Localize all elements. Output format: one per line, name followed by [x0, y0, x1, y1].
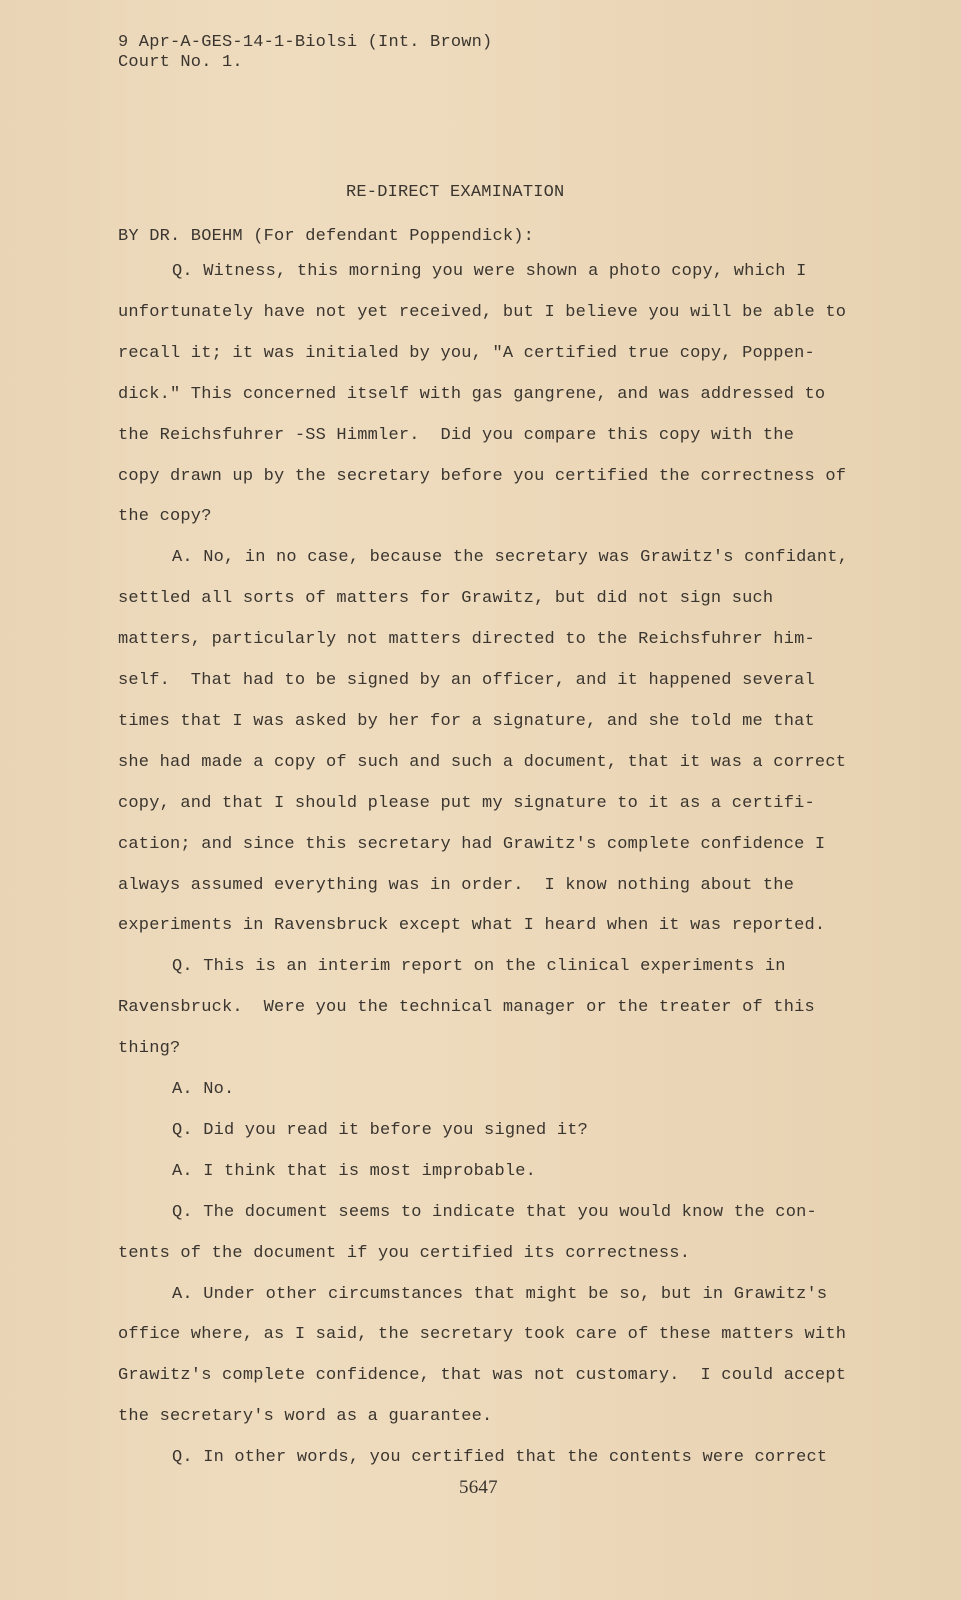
examiner-byline: BY DR. BOEHM (For defendant Poppendick): [118, 227, 535, 246]
page-number: 5647 [459, 1477, 498, 1498]
transcript-line: unfortunately have not yet received, but I believe you will be able to [118, 302, 847, 322]
transcript-line: Q. This is an interim report on the clinical experiments in [172, 957, 786, 977]
section-title: RE-DIRECT EXAMINATION [346, 183, 565, 202]
transcript-line: Ravensbruck. Were you the technical manager or the treater of this [118, 998, 815, 1018]
transcript-line: A. No. [172, 1080, 235, 1099]
transcript-line: she had made a copy of such and such a document, that it was a correct [118, 752, 847, 772]
transcript-line: copy drawn up by the secretary before you certified the correctness of [118, 466, 847, 486]
transcript-line: tents of the document if you certified its correctness. [118, 1243, 691, 1263]
transcript-line: copy, and that I should please put my signature to it as a certifi- [118, 793, 815, 813]
transcript-line: A. I think that is most improbable. [172, 1161, 537, 1181]
transcript-line: recall it; it was initialed by you, "A certified true copy, Poppen- [118, 343, 815, 363]
transcript-line: times that I was asked by her for a signature, and she told me that [118, 711, 815, 731]
transcript-line: Q. Did you read it before you signed it? [172, 1120, 589, 1140]
transcript-line: settled all sorts of matters for Grawitz, but did not sign such [118, 589, 774, 609]
transcript-line: Q. The document seems to indicate that you would know the con- [172, 1202, 817, 1222]
transcript-line: cation; and since this secretary had Grawitz's complete confidence I [118, 834, 826, 854]
transcript-line: office where, as I said, the secretary took care of these matters with [118, 1325, 847, 1345]
transcript-line: thing? [118, 1039, 181, 1059]
transcript-line: Q. In other words, you certified that the contents were correct [172, 1448, 828, 1468]
transcript-line: Q. Witness, this morning you were shown a photo copy, which I [172, 262, 807, 281]
transcript-line: Grawitz's complete confidence, that was not customary. I could accept [118, 1366, 847, 1386]
transcript-line: the secretary's word as a guarantee. [118, 1407, 493, 1427]
transcript-line: A. Under other circumstances that might be so, but in Grawitz's [172, 1284, 828, 1304]
transcript-line: the Reichsfuhrer -SS Himmler. Did you compare this copy with the [118, 425, 795, 445]
transcript-line: matters, particularly not matters directed to the Reichsfuhrer him- [118, 630, 815, 650]
transcript-line: A. No, in no case, because the secretary was Grawitz's confidant, [172, 548, 849, 568]
transcript-line: the copy? [118, 507, 212, 527]
transcript-line: dick." This concerned itself with gas gangrene, and was addressed to [118, 384, 826, 404]
header-line-2: Court No. 1. [118, 53, 243, 72]
transcript-line: always assumed everything was in order. I know nothing about the [118, 875, 795, 895]
transcript-line: experiments in Ravensbruck except what I heard when it was reported. [118, 916, 826, 936]
transcript-line: self. That had to be signed by an officer, and it happened several [118, 671, 815, 690]
header-line-1: 9 Apr-A-GES-14-1-Biolsi (Int. Brown) [118, 33, 493, 52]
